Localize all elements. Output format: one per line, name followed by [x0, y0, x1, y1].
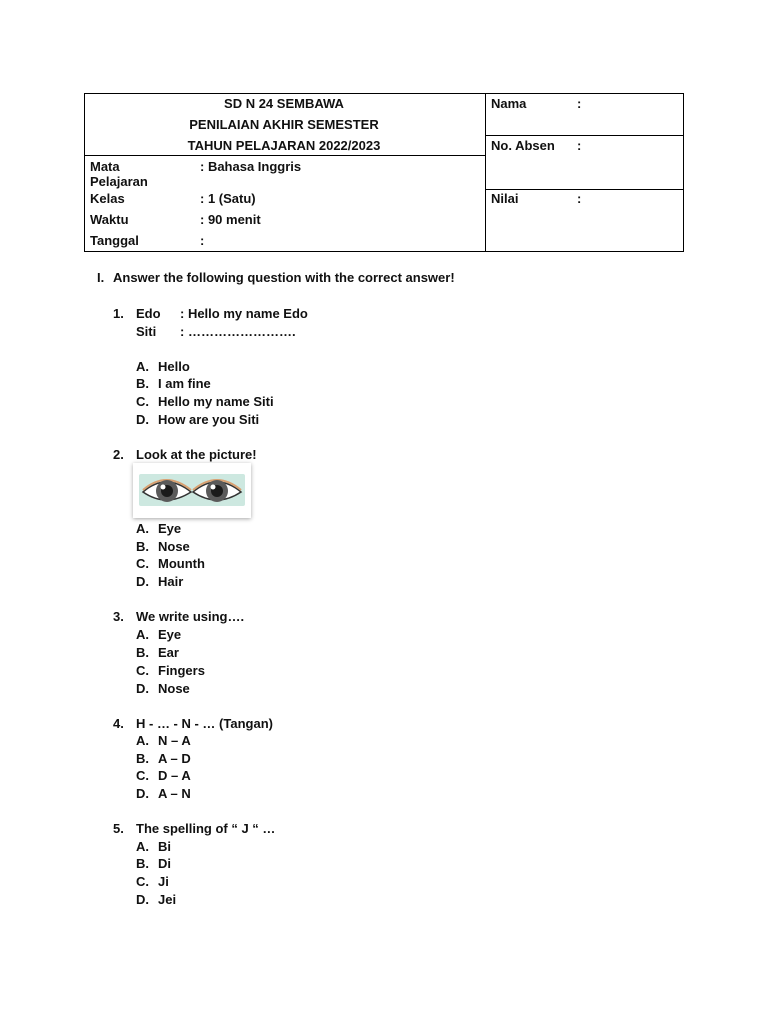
absen-label: No. Absen [491, 138, 555, 153]
class-value: : 1 (Satu) [200, 191, 256, 206]
question-text: Look at the picture! [136, 447, 257, 462]
name-label: Nama [491, 96, 527, 111]
question-text: The spelling of “ J “ … [136, 821, 276, 836]
table-divider-absen [485, 189, 683, 190]
option-letter: C. [136, 394, 149, 409]
name-colon: : [577, 96, 582, 111]
option-text: Eye [158, 521, 182, 536]
time-label: Waktu [90, 212, 129, 227]
option-letter: A. [136, 839, 149, 854]
score-colon: : [577, 191, 582, 206]
date-label: Tanggal [90, 233, 139, 248]
question-text: We write using…. [136, 609, 245, 624]
option-text: Ji [158, 874, 169, 889]
class-label: Kelas [90, 191, 125, 206]
question-text: H - … - N - … (Tangan) [136, 716, 273, 731]
date-value: : [200, 233, 205, 248]
absen-colon: : [577, 138, 582, 153]
school-name: SD N 24 SEMBAWA [224, 96, 344, 111]
option-text: Bi [158, 839, 171, 854]
section-instruction: Answer the following question with the correct answer! [113, 270, 455, 285]
option-text: Jei [158, 892, 177, 907]
table-divider-nama [485, 135, 683, 136]
option-letter: B. [136, 856, 149, 871]
exam-title: PENILAIAN AKHIR SEMESTER [189, 117, 379, 132]
option-letter: D. [136, 786, 149, 801]
option-letter: D. [136, 574, 149, 589]
dialog-speaker: Siti [136, 324, 157, 339]
time-value: : 90 menit [200, 212, 261, 227]
question-number: 3. [113, 609, 124, 624]
option-text: Nose [158, 681, 190, 696]
option-text: A – D [158, 751, 191, 766]
dialog-speaker: Edo [136, 306, 161, 321]
option-text: Hair [158, 574, 184, 589]
option-letter: B. [136, 645, 149, 660]
question-number: 1. [113, 306, 124, 321]
option-text: Di [158, 856, 171, 871]
option-text: Nose [158, 539, 190, 554]
option-text: A – N [158, 786, 191, 801]
eyes-icon [133, 463, 251, 518]
option-text: Ear [158, 645, 179, 660]
option-letter: D. [136, 681, 149, 696]
option-letter: A. [136, 359, 149, 374]
option-letter: D. [136, 892, 149, 907]
table-divider-title [85, 155, 485, 156]
option-letter: A. [136, 521, 149, 536]
option-text: Mounth [158, 556, 205, 571]
option-letter: A. [136, 733, 149, 748]
option-text: Fingers [158, 663, 205, 678]
table-divider-vertical [485, 94, 486, 251]
option-letter: B. [136, 539, 149, 554]
option-letter: A. [136, 627, 149, 642]
option-letter: D. [136, 412, 149, 427]
question-number: 5. [113, 821, 124, 836]
option-letter: B. [136, 376, 149, 391]
option-text: Eye [158, 627, 182, 642]
option-letter: C. [136, 874, 149, 889]
option-text: How are you Siti [158, 412, 260, 427]
dialog-line: : ……………………. [180, 324, 296, 339]
option-letter: C. [136, 663, 149, 678]
subject-value: : Bahasa Inggris [200, 159, 302, 174]
section-number: I. [97, 270, 105, 285]
dialog-line: : Hello my name Edo [180, 306, 308, 321]
option-text: I am fine [158, 376, 211, 391]
option-text: N – A [158, 733, 191, 748]
question-number: 4. [113, 716, 124, 731]
option-text: Hello [158, 359, 190, 374]
school-year: TAHUN PELAJARAN 2022/2023 [187, 138, 381, 153]
subject-label: Mata Pelajaran [90, 159, 148, 189]
score-label: Nilai [491, 191, 519, 206]
eyes-picture [133, 463, 251, 518]
option-text: Hello my name Siti [158, 394, 274, 409]
option-letter: C. [136, 768, 149, 783]
option-letter: C. [136, 556, 149, 571]
option-letter: B. [136, 751, 149, 766]
option-text: D – A [158, 768, 191, 783]
question-number: 2. [113, 447, 124, 462]
